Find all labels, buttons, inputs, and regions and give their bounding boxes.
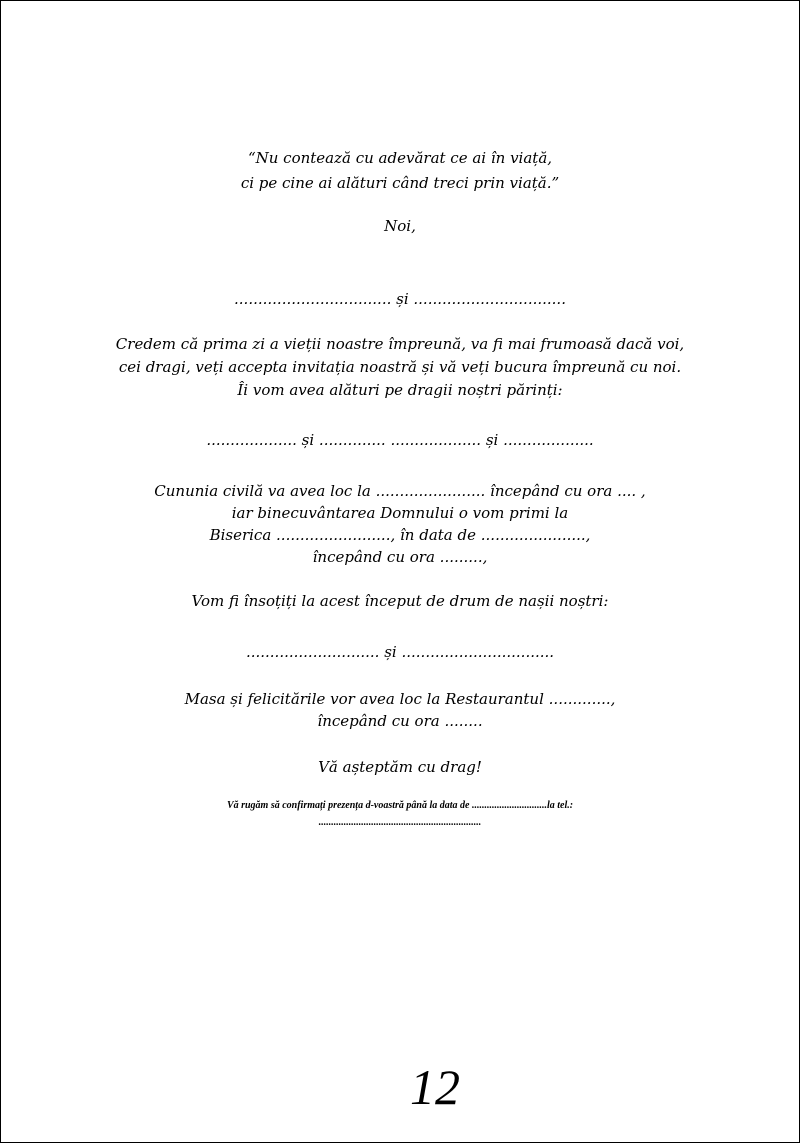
intro-line-1: Credem că prima zi a vieții noastre împreună, va fi mai frumoasă dacă voi,	[115, 335, 685, 353]
closing-line: Vă așteptăm cu drag!	[318, 758, 482, 776]
intro-line-3: Îi vom avea alături pe dragii noștri părinți:	[237, 381, 563, 399]
greeting: Noi,	[384, 217, 416, 235]
intro-line-2: cei dragi, veți accepta invitația noastră și vă veți bucura împreună cu noi.	[118, 358, 682, 376]
quote-line-2: ci pe cine ai alături când treci prin viață.”	[240, 174, 560, 192]
godparents-names-placeholder: ............................ și ................................	[245, 643, 555, 661]
ceremony-line-2: iar binecuvântarea Domnului o vom primi la	[231, 504, 569, 522]
parents-names-placeholder: ................... și .............. ................... și ...................	[206, 431, 594, 449]
reception-line-2: începând cu ora ........	[317, 712, 483, 730]
ceremony-line-1: Cununia civilă va avea loc la ....................... începând cu ora .... ,	[154, 482, 646, 500]
couple-names-placeholder: ................................. și ................................	[234, 290, 566, 308]
quote-line-1: “Nu contează cu adevărat ce ai în viață,	[247, 149, 553, 167]
reception-line-1: Masa și felicitările vor avea loc la Restaurantul .............,	[184, 690, 616, 708]
rsvp-line-1: Vă rugăm să confirmați prezența d-voastră până la data de ..............................la tel.:	[226, 800, 574, 811]
ceremony-line-4: începând cu ora .........,	[312, 548, 488, 566]
godparents-intro: Vom fi însoțiți la acest început de drum de nașii noștri:	[191, 592, 609, 610]
page-number: 12	[410, 1059, 460, 1115]
ceremony-line-3: Biserica ........................, în data de ......................,	[209, 526, 591, 544]
rsvp-line-2: .................................................................	[318, 817, 482, 828]
